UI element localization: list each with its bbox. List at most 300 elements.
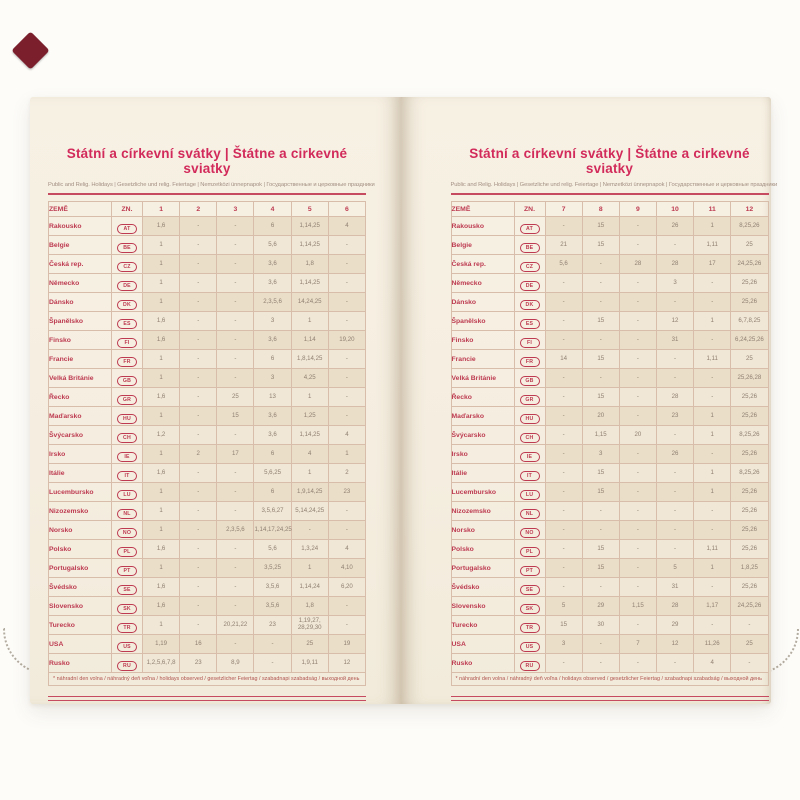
table-row bbox=[451, 293, 768, 312]
holiday-dates-cell: 3,5,6,27 bbox=[254, 502, 291, 521]
country-code-badge: DK bbox=[117, 300, 137, 310]
holiday-dates-cell: - bbox=[545, 464, 582, 483]
holiday-dates-cell: - bbox=[619, 274, 656, 293]
table-row bbox=[49, 483, 366, 502]
holiday-dates-cell: - bbox=[217, 293, 254, 312]
holiday-dates-cell: - bbox=[217, 217, 254, 236]
holiday-dates-cell: 1,6 bbox=[143, 331, 180, 350]
country-code-badge: GR bbox=[117, 395, 137, 405]
country-name: Polsko bbox=[49, 540, 112, 559]
country-code-badge: RU bbox=[117, 661, 137, 671]
country-code-cell bbox=[514, 426, 545, 445]
holiday-dates-cell: - bbox=[328, 597, 365, 616]
country-code-badge: LU bbox=[117, 490, 137, 500]
holiday-dates-cell: 28 bbox=[656, 388, 693, 407]
holiday-dates-cell: - bbox=[180, 483, 217, 502]
country-code-badge: DE bbox=[117, 281, 137, 291]
country-code-cell bbox=[112, 274, 143, 293]
holiday-dates-cell: 1,25 bbox=[291, 407, 328, 426]
holiday-dates-cell: 28 bbox=[619, 255, 656, 274]
holiday-dates-cell: 6,24,25,26 bbox=[731, 331, 768, 350]
country-code-badge: PT bbox=[520, 566, 540, 576]
holiday-dates-cell: - bbox=[619, 369, 656, 388]
holiday-dates-cell: 15 bbox=[582, 464, 619, 483]
holiday-dates-cell: - bbox=[694, 578, 731, 597]
table-row bbox=[49, 616, 366, 635]
holiday-dates-cell: - bbox=[545, 274, 582, 293]
holiday-dates-cell: 15 bbox=[582, 312, 619, 331]
country-name: Maďarsko bbox=[451, 407, 514, 426]
holiday-dates-cell: - bbox=[180, 578, 217, 597]
holiday-dates-cell: - bbox=[694, 616, 731, 635]
country-code-badge: SK bbox=[117, 604, 137, 614]
country-code-cell bbox=[112, 312, 143, 331]
country-code-cell bbox=[514, 521, 545, 540]
holiday-dates-cell: 31 bbox=[656, 331, 693, 350]
country-code-badge: SE bbox=[117, 585, 137, 595]
country-code-badge: CH bbox=[520, 433, 540, 443]
holiday-dates-cell: - bbox=[545, 445, 582, 464]
holiday-dates-cell: 1,17 bbox=[694, 597, 731, 616]
country-code-badge: NO bbox=[520, 528, 540, 538]
country-name: Velká Británie bbox=[451, 369, 514, 388]
holiday-dates-cell: - bbox=[328, 521, 365, 540]
holiday-dates-cell: 25 bbox=[217, 388, 254, 407]
holiday-dates-cell: 1,14,17,24,25 bbox=[254, 521, 291, 540]
holiday-dates-cell: 1,19,27, 28,29,30 bbox=[291, 616, 328, 635]
country-code-cell bbox=[112, 255, 143, 274]
holiday-dates-cell: - bbox=[217, 312, 254, 331]
country-name: Slovensko bbox=[451, 597, 514, 616]
holiday-dates-cell: 1,11 bbox=[694, 350, 731, 369]
holiday-dates-cell: - bbox=[180, 369, 217, 388]
holiday-dates-cell: 1 bbox=[143, 350, 180, 369]
country-code-badge: AT bbox=[520, 224, 540, 234]
holiday-dates-cell: - bbox=[545, 502, 582, 521]
holiday-dates-cell: 1 bbox=[291, 312, 328, 331]
holiday-dates-cell: 1,14,25 bbox=[291, 236, 328, 255]
header-row bbox=[451, 202, 768, 217]
country-code-badge: HU bbox=[117, 414, 137, 424]
holiday-dates-cell: - bbox=[328, 502, 365, 521]
holiday-dates-cell: 20,21,22 bbox=[217, 616, 254, 635]
page-subtitle: Public and Relig. Holidays | Gesetzliche und relig. Feiertage | Nemzetközi ünnepnapok | Государственные и церковные праздники bbox=[450, 182, 778, 188]
holiday-dates-cell: 4 bbox=[328, 540, 365, 559]
holiday-dates-cell: 14,24,25 bbox=[291, 293, 328, 312]
page-title: Státní a církevní svátky | Štátne a cirkevné sviatky bbox=[66, 146, 348, 176]
country-name: Španělsko bbox=[49, 312, 112, 331]
country-code-cell bbox=[112, 236, 143, 255]
holiday-dates-cell: 8,25,26 bbox=[731, 426, 768, 445]
holiday-dates-cell: 23 bbox=[254, 616, 291, 635]
country-name: Švýcarsko bbox=[49, 426, 112, 445]
holiday-dates-cell: 25 bbox=[291, 635, 328, 654]
table-header bbox=[49, 202, 366, 217]
holiday-dates-cell: 31 bbox=[656, 578, 693, 597]
holiday-dates-cell: 4 bbox=[694, 654, 731, 673]
cover-corner-accent bbox=[11, 31, 49, 69]
holiday-dates-cell: 15 bbox=[582, 540, 619, 559]
holiday-dates-cell: 25,26 bbox=[731, 578, 768, 597]
column-header: 9 bbox=[619, 202, 656, 217]
holiday-dates-cell: 3,5,25 bbox=[254, 559, 291, 578]
holiday-dates-cell: 15 bbox=[582, 483, 619, 502]
country-code-badge: IT bbox=[117, 471, 137, 481]
country-name: USA bbox=[451, 635, 514, 654]
holiday-dates-cell: - bbox=[619, 464, 656, 483]
table-row bbox=[451, 255, 768, 274]
country-code-cell bbox=[112, 654, 143, 673]
country-code-badge: CZ bbox=[520, 262, 540, 272]
table-row bbox=[49, 502, 366, 521]
page-title: Státní a církevní svátky | Štátne a cirkevné sviatky bbox=[469, 146, 750, 176]
holiday-dates-cell: 1,3,24 bbox=[291, 540, 328, 559]
table-row bbox=[451, 597, 768, 616]
table-row bbox=[49, 331, 366, 350]
holidays-table-months-1-6 bbox=[48, 201, 366, 686]
holiday-dates-cell: - bbox=[656, 236, 693, 255]
holiday-dates-cell: - bbox=[582, 274, 619, 293]
holiday-dates-cell: 1 bbox=[694, 559, 731, 578]
country-code-badge: GB bbox=[520, 376, 540, 386]
holiday-dates-cell: 1,6 bbox=[143, 578, 180, 597]
holiday-dates-cell: 3,5,6 bbox=[254, 578, 291, 597]
holiday-dates-cell: 14 bbox=[545, 350, 582, 369]
holiday-dates-cell: 1 bbox=[143, 502, 180, 521]
country-name: Turecko bbox=[451, 616, 514, 635]
country-code-cell bbox=[112, 369, 143, 388]
table-row bbox=[451, 635, 768, 654]
country-code-badge: AT bbox=[117, 224, 137, 234]
holiday-dates-cell: 1,14,25 bbox=[291, 274, 328, 293]
holiday-dates-cell: 6 bbox=[254, 483, 291, 502]
holiday-dates-cell: 19,20 bbox=[328, 331, 365, 350]
country-name: Norsko bbox=[49, 521, 112, 540]
holiday-dates-cell: - bbox=[694, 502, 731, 521]
table-row bbox=[49, 445, 366, 464]
holiday-dates-cell: 1,14 bbox=[291, 331, 328, 350]
country-code-cell bbox=[112, 483, 143, 502]
holiday-dates-cell: - bbox=[328, 616, 365, 635]
country-code-cell bbox=[112, 616, 143, 635]
holiday-dates-cell: - bbox=[694, 369, 731, 388]
country-code-cell bbox=[514, 502, 545, 521]
holiday-dates-cell: 21 bbox=[545, 236, 582, 255]
holiday-dates-cell: 1 bbox=[328, 445, 365, 464]
holiday-dates-cell: - bbox=[180, 388, 217, 407]
country-code-badge: NL bbox=[117, 509, 137, 519]
holiday-dates-cell: - bbox=[254, 654, 291, 673]
table-row bbox=[49, 236, 366, 255]
holiday-dates-cell: 7 bbox=[619, 635, 656, 654]
holiday-dates-cell: - bbox=[619, 217, 656, 236]
table-row bbox=[49, 388, 366, 407]
holiday-dates-cell: - bbox=[545, 654, 582, 673]
country-code-cell bbox=[514, 464, 545, 483]
country-code-badge: TR bbox=[520, 623, 540, 633]
holiday-dates-cell: 1,6 bbox=[143, 388, 180, 407]
country-name: Česká rep. bbox=[451, 255, 514, 274]
holiday-dates-cell: - bbox=[545, 540, 582, 559]
table-row bbox=[451, 350, 768, 369]
country-name: Francie bbox=[451, 350, 514, 369]
holiday-dates-cell: 24,25,26 bbox=[731, 255, 768, 274]
column-header: 2 bbox=[180, 202, 217, 217]
column-header: 12 bbox=[731, 202, 768, 217]
holiday-dates-cell: 25,26 bbox=[731, 274, 768, 293]
table-row bbox=[451, 426, 768, 445]
holiday-dates-cell: 25,26 bbox=[731, 483, 768, 502]
holiday-dates-cell: 30 bbox=[582, 616, 619, 635]
holiday-dates-cell: 25,26 bbox=[731, 407, 768, 426]
country-name: Švédsko bbox=[49, 578, 112, 597]
table-row bbox=[451, 483, 768, 502]
country-code-badge: ES bbox=[520, 319, 540, 329]
country-code-cell bbox=[514, 331, 545, 350]
table-row bbox=[49, 426, 366, 445]
holiday-dates-cell: - bbox=[180, 407, 217, 426]
table-row bbox=[451, 559, 768, 578]
holiday-dates-cell: - bbox=[694, 521, 731, 540]
country-name: USA bbox=[49, 635, 112, 654]
holiday-dates-cell: 26 bbox=[656, 217, 693, 236]
holiday-dates-cell: 29 bbox=[582, 597, 619, 616]
holiday-dates-cell: 1,9,11 bbox=[291, 654, 328, 673]
holiday-dates-cell: 1,15 bbox=[619, 597, 656, 616]
table-row bbox=[451, 217, 768, 236]
holiday-dates-cell: 3,6 bbox=[254, 274, 291, 293]
column-header: 11 bbox=[694, 202, 731, 217]
country-code-badge: PL bbox=[520, 547, 540, 557]
country-code-badge: IE bbox=[520, 452, 540, 462]
holiday-dates-cell: 1,8 bbox=[291, 597, 328, 616]
holiday-dates-cell: 3,6 bbox=[254, 407, 291, 426]
holiday-dates-cell: - bbox=[582, 654, 619, 673]
country-name: Maďarsko bbox=[49, 407, 112, 426]
holiday-dates-cell: - bbox=[619, 483, 656, 502]
country-name: Velká Británie bbox=[49, 369, 112, 388]
holiday-dates-cell: 1,14,25 bbox=[291, 426, 328, 445]
country-code-cell bbox=[112, 388, 143, 407]
holiday-dates-cell: - bbox=[545, 312, 582, 331]
column-header: 7 bbox=[545, 202, 582, 217]
holiday-dates-cell: - bbox=[328, 388, 365, 407]
country-name: Rakousko bbox=[451, 217, 514, 236]
holiday-dates-cell: 15 bbox=[217, 407, 254, 426]
table-row bbox=[49, 597, 366, 616]
holiday-dates-cell: 25,26 bbox=[731, 502, 768, 521]
table-row bbox=[451, 331, 768, 350]
country-code-cell bbox=[112, 521, 143, 540]
country-name: Lucembursko bbox=[451, 483, 514, 502]
holiday-dates-cell: 23 bbox=[180, 654, 217, 673]
column-header: ZEMĚ bbox=[451, 202, 514, 217]
page-right bbox=[401, 97, 778, 704]
holiday-dates-cell: - bbox=[217, 578, 254, 597]
holiday-dates-cell: 1,6 bbox=[143, 464, 180, 483]
holiday-dates-cell: - bbox=[582, 255, 619, 274]
table-footer bbox=[451, 673, 768, 686]
footnote-row bbox=[451, 673, 768, 686]
country-code-cell bbox=[514, 217, 545, 236]
holiday-dates-cell: - bbox=[217, 483, 254, 502]
holiday-dates-cell: - bbox=[217, 540, 254, 559]
holiday-dates-cell: - bbox=[619, 616, 656, 635]
holiday-dates-cell: 12 bbox=[656, 312, 693, 331]
table-row bbox=[49, 559, 366, 578]
country-code-badge: FI bbox=[117, 338, 137, 348]
holiday-dates-cell: 25,26 bbox=[731, 388, 768, 407]
holiday-dates-cell: - bbox=[619, 521, 656, 540]
holiday-dates-cell: 1 bbox=[291, 388, 328, 407]
holiday-dates-cell: - bbox=[180, 502, 217, 521]
country-code-cell bbox=[112, 578, 143, 597]
holiday-dates-cell: - bbox=[180, 540, 217, 559]
country-code-badge: FR bbox=[117, 357, 137, 367]
country-name: Belgie bbox=[49, 236, 112, 255]
header-rule bbox=[48, 193, 366, 195]
country-name: Itálie bbox=[451, 464, 514, 483]
holiday-dates-cell: - bbox=[656, 483, 693, 502]
holiday-dates-cell: - bbox=[217, 426, 254, 445]
country-code-badge: CH bbox=[117, 433, 137, 443]
holiday-dates-cell: 26 bbox=[656, 445, 693, 464]
country-name: Finsko bbox=[49, 331, 112, 350]
holiday-dates-cell: 12 bbox=[328, 654, 365, 673]
holiday-dates-cell: - bbox=[619, 388, 656, 407]
table-row bbox=[451, 407, 768, 426]
holiday-dates-cell: 1 bbox=[143, 293, 180, 312]
holiday-dates-cell: - bbox=[656, 350, 693, 369]
country-code-badge: ES bbox=[117, 319, 137, 329]
country-code-badge: US bbox=[520, 642, 540, 652]
country-code-cell bbox=[112, 293, 143, 312]
header-rule bbox=[451, 193, 769, 195]
diary-spread bbox=[30, 97, 778, 704]
country-name: Řecko bbox=[49, 388, 112, 407]
holiday-dates-cell: - bbox=[180, 274, 217, 293]
country-name: Portugalsko bbox=[49, 559, 112, 578]
country-code-badge: FI bbox=[520, 338, 540, 348]
page-subtitle: Public and Relig. Holidays | Gesetzliche und relig. Feiertage | Nemzetközi ünnepnapok | Государственные и церковные праздники bbox=[48, 182, 375, 188]
holiday-dates-cell: 1 bbox=[143, 236, 180, 255]
country-code-cell bbox=[514, 350, 545, 369]
table-row bbox=[451, 502, 768, 521]
holiday-dates-cell: 2 bbox=[180, 445, 217, 464]
country-code-cell bbox=[514, 369, 545, 388]
column-header: 10 bbox=[656, 202, 693, 217]
column-header: 6 bbox=[328, 202, 365, 217]
holiday-dates-cell: - bbox=[217, 236, 254, 255]
holiday-dates-cell: 1,11 bbox=[694, 236, 731, 255]
holiday-dates-cell: - bbox=[619, 350, 656, 369]
holiday-dates-cell: 1 bbox=[694, 217, 731, 236]
holiday-dates-cell: 2,3,5,6 bbox=[254, 293, 291, 312]
holiday-dates-cell: - bbox=[619, 236, 656, 255]
holiday-dates-cell: 25,26 bbox=[731, 540, 768, 559]
country-code-badge: SE bbox=[520, 585, 540, 595]
holiday-dates-cell: - bbox=[545, 426, 582, 445]
holiday-dates-cell: - bbox=[217, 350, 254, 369]
holiday-dates-cell: 3,6 bbox=[254, 255, 291, 274]
country-name: Irsko bbox=[49, 445, 112, 464]
page-left bbox=[30, 97, 401, 704]
country-code-cell bbox=[514, 312, 545, 331]
holiday-dates-cell: 3,5,6 bbox=[254, 597, 291, 616]
holiday-dates-cell: - bbox=[328, 236, 365, 255]
holiday-dates-cell: 1,8,14,25 bbox=[291, 350, 328, 369]
column-header: 3 bbox=[217, 202, 254, 217]
holiday-dates-cell: 3 bbox=[254, 369, 291, 388]
holiday-dates-cell: - bbox=[545, 559, 582, 578]
holiday-dates-cell: - bbox=[656, 502, 693, 521]
table-row bbox=[451, 654, 768, 673]
country-code-badge: US bbox=[117, 642, 137, 652]
country-name: Dánsko bbox=[451, 293, 514, 312]
holiday-dates-cell: 1,9,14,25 bbox=[291, 483, 328, 502]
holiday-dates-cell: 1,15 bbox=[582, 426, 619, 445]
country-name: Švýcarsko bbox=[451, 426, 514, 445]
country-code-badge: NL bbox=[520, 509, 540, 519]
country-name: Belgie bbox=[451, 236, 514, 255]
holiday-dates-cell: 11,26 bbox=[694, 635, 731, 654]
holiday-dates-cell: 1,14,25 bbox=[291, 217, 328, 236]
country-name: Lucembursko bbox=[49, 483, 112, 502]
holiday-dates-cell: 5,6,25 bbox=[254, 464, 291, 483]
holiday-dates-cell: - bbox=[545, 578, 582, 597]
holiday-dates-cell: 1 bbox=[694, 407, 731, 426]
country-name: Německo bbox=[451, 274, 514, 293]
holiday-dates-cell: 16 bbox=[180, 635, 217, 654]
country-code-cell bbox=[112, 464, 143, 483]
holiday-dates-cell: 5,6 bbox=[254, 540, 291, 559]
holiday-dates-cell: 23 bbox=[656, 407, 693, 426]
country-code-cell bbox=[514, 407, 545, 426]
holiday-dates-cell: - bbox=[619, 559, 656, 578]
holiday-dates-cell: 1 bbox=[143, 616, 180, 635]
holiday-dates-cell: 24,25,26 bbox=[731, 597, 768, 616]
country-name: Irsko bbox=[451, 445, 514, 464]
table-row bbox=[451, 616, 768, 635]
holiday-dates-cell: - bbox=[619, 331, 656, 350]
column-header: 8 bbox=[582, 202, 619, 217]
country-code-cell bbox=[514, 540, 545, 559]
country-code-badge: BE bbox=[117, 243, 137, 253]
country-code-cell bbox=[514, 578, 545, 597]
table-row bbox=[451, 464, 768, 483]
holiday-dates-cell: - bbox=[328, 369, 365, 388]
country-code-cell bbox=[112, 559, 143, 578]
country-code-badge: RU bbox=[520, 661, 540, 671]
holiday-dates-cell: - bbox=[582, 502, 619, 521]
holiday-dates-cell: - bbox=[731, 616, 768, 635]
table-body bbox=[451, 217, 768, 673]
holiday-dates-cell: - bbox=[545, 388, 582, 407]
country-code-badge: DE bbox=[520, 281, 540, 291]
holiday-dates-cell: - bbox=[217, 464, 254, 483]
table-row bbox=[451, 540, 768, 559]
country-code-cell bbox=[514, 483, 545, 502]
country-name: Itálie bbox=[49, 464, 112, 483]
page-right-content bbox=[450, 146, 778, 701]
holiday-dates-cell: 1,6 bbox=[143, 540, 180, 559]
holiday-dates-cell: - bbox=[217, 331, 254, 350]
holiday-dates-cell: - bbox=[582, 635, 619, 654]
holiday-dates-cell: 5,14,24,25 bbox=[291, 502, 328, 521]
holiday-dates-cell: 8,9 bbox=[217, 654, 254, 673]
holiday-dates-cell: - bbox=[545, 483, 582, 502]
holiday-dates-cell: 4 bbox=[328, 426, 365, 445]
